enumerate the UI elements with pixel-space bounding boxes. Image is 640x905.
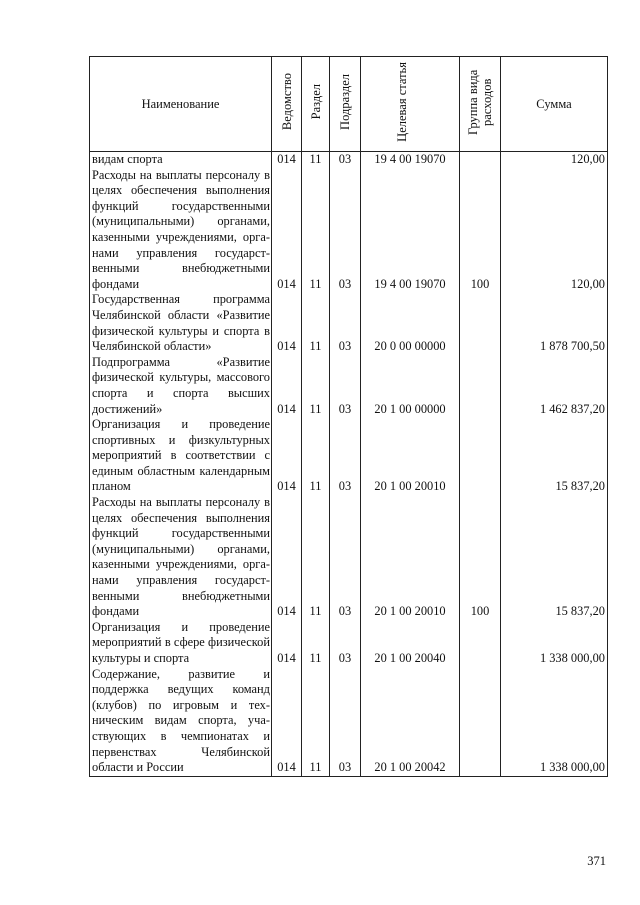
- cell-podrazdel: 03: [330, 152, 361, 168]
- cell-gruppa: 100: [460, 495, 501, 620]
- cell-gruppa: [460, 292, 501, 354]
- cell-vedomstvo: 014: [272, 417, 302, 495]
- table-row: [90, 168, 608, 293]
- cell-vedomstvo: 014: [272, 620, 302, 667]
- cell-celevaya-statya: 20 1 00 20042: [361, 667, 460, 777]
- cell-summa: 1 338 000,00: [501, 620, 608, 667]
- cell-vedomstvo: 014: [272, 667, 302, 777]
- cell-razdel: 11: [302, 620, 330, 667]
- cell-vedomstvo: 014: [272, 495, 302, 620]
- cell-summa: 120,00: [501, 168, 608, 293]
- cell-podrazdel: 03: [330, 620, 361, 667]
- cell-summa: 1 462 837,20: [501, 355, 608, 417]
- cell-name: видам спорта: [90, 152, 272, 168]
- cell-celevaya-statya: 19 4 00 19070: [361, 168, 460, 293]
- cell-podrazdel: 03: [330, 355, 361, 417]
- cell-vedomstvo: 014: [272, 152, 302, 168]
- cell-vedomstvo: 014: [272, 168, 302, 293]
- cell-razdel: 11: [302, 417, 330, 495]
- table-header-row: [90, 57, 608, 152]
- table-row: [90, 152, 608, 168]
- cell-razdel: 11: [302, 168, 330, 293]
- cell-name: Подпрограмма «Развитие физической культуры, массового спорта и спорта высших достижений»: [90, 355, 272, 417]
- table-row: [90, 292, 608, 354]
- header-razdel: Раздел: [302, 57, 330, 152]
- cell-summa: 15 837,20: [501, 495, 608, 620]
- table-row: [90, 667, 608, 777]
- page-number: 371: [587, 854, 606, 868]
- cell-gruppa: [460, 620, 501, 667]
- cell-summa: 1 338 000,00: [501, 667, 608, 777]
- cell-razdel: 11: [302, 292, 330, 354]
- header-celevaya-statya: Целевая статья: [361, 57, 460, 152]
- header-name: Наименование: [90, 57, 272, 152]
- cell-vedomstvo: 014: [272, 292, 302, 354]
- cell-name: Организация и проведение мероприятий в сфере физической культуры и спорта: [90, 620, 272, 667]
- cell-gruppa: [460, 355, 501, 417]
- cell-celevaya-statya: 19 4 00 19070: [361, 152, 460, 168]
- cell-celevaya-statya: 20 1 00 20010: [361, 417, 460, 495]
- cell-gruppa: [460, 152, 501, 168]
- cell-celevaya-statya: 20 1 00 20010: [361, 495, 460, 620]
- table-row: [90, 620, 608, 667]
- cell-podrazdel: 03: [330, 667, 361, 777]
- cell-vedomstvo: 014: [272, 355, 302, 417]
- table-row: [90, 355, 608, 417]
- cell-summa: 1 878 700,50: [501, 292, 608, 354]
- cell-celevaya-statya: 20 1 00 20040: [361, 620, 460, 667]
- cell-podrazdel: 03: [330, 168, 361, 293]
- cell-name: Содержание, развитие и поддержка ведущих команд (клубов) по игровым и техническим видам спорта, участвующих в чемпионатах и первенствах Челябинской области и России: [90, 667, 272, 777]
- cell-razdel: 11: [302, 495, 330, 620]
- cell-celevaya-statya: 20 1 00 00000: [361, 355, 460, 417]
- table-row: [90, 417, 608, 495]
- header-gruppa-vida-rashodov: Группа вида расходов: [460, 57, 501, 152]
- header-summa: Сумма: [501, 57, 608, 152]
- cell-name: Организация и проведение спортивных и физкультурных мероприятий в соответствии с единым областным календарным планом: [90, 417, 272, 495]
- cell-podrazdel: 03: [330, 292, 361, 354]
- header-podrazdel: Подраздел: [330, 57, 361, 152]
- cell-podrazdel: 03: [330, 417, 361, 495]
- cell-summa: 120,00: [501, 152, 608, 168]
- cell-name: Расходы на выплаты персоналу в целях обеспечения выполнения функций государственными (муниципальными) органами, казенными учреждениями, органами управления государственными внебюджетными фондами: [90, 168, 272, 293]
- cell-razdel: 11: [302, 152, 330, 168]
- cell-gruppa: [460, 667, 501, 777]
- cell-gruppa: [460, 417, 501, 495]
- cell-name: Расходы на выплаты персоналу в целях обеспечения выполнения функций государственными (муниципальными) органами, казенными учреждениями, органами управления государственными внебюджетными фондами: [90, 495, 272, 620]
- cell-name: Государственная программа Челябинской области «Развитие физической культуры и спорта в Челябинской области»: [90, 292, 272, 354]
- cell-podrazdel: 03: [330, 495, 361, 620]
- cell-razdel: 11: [302, 667, 330, 777]
- cell-razdel: 11: [302, 355, 330, 417]
- cell-celevaya-statya: 20 0 00 00000: [361, 292, 460, 354]
- cell-summa: 15 837,20: [501, 417, 608, 495]
- budget-document: [89, 56, 607, 777]
- budget-table: [89, 56, 608, 777]
- table-row: [90, 495, 608, 620]
- cell-gruppa: 100: [460, 168, 501, 293]
- header-vedomstvo: Ведомство: [272, 57, 302, 152]
